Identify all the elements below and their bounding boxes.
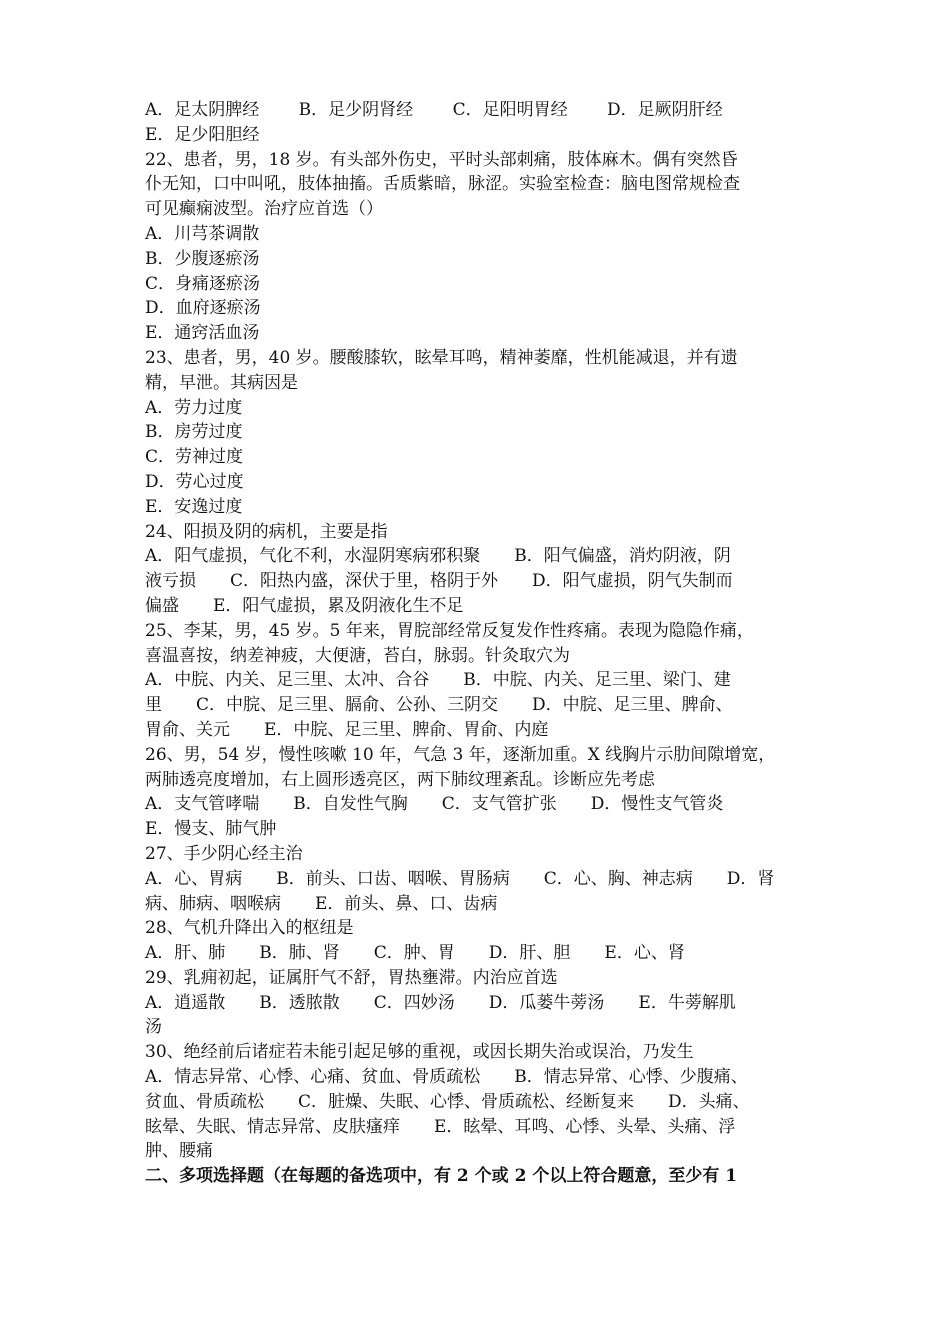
option-line: 病、肺病、咽喉病 E．前头、鼻、口、齿病 <box>145 893 498 914</box>
section-heading: 二、多项选择题（在每题的备选项中，有 2 个或 2 个以上符合题意，至少有 1 <box>145 1166 738 1187</box>
option-line: D．血府逐瘀汤 <box>145 298 261 319</box>
text-line: 喜温喜按，纳差神疲，大便溏，苔白，脉弱。针灸取穴为 <box>145 645 570 666</box>
document-body <box>145 98 810 1189</box>
question-29: 29、乳痈初起，证属肝气不舒，胃热壅滞。内治应首选 <box>145 967 558 988</box>
question-27: 27、手少阴心经主治 <box>145 843 303 864</box>
option-line: A．川芎茶调散 <box>145 223 260 244</box>
option-line: 偏盛 E．阳气虚损，累及阴液化生不足 <box>145 595 464 616</box>
option-line: A．支气管哮喘 B．自发性气胸 C．支气管扩张 D．慢性支气管炎 <box>145 794 724 815</box>
question-28: 28、气机升降出入的枢纽是 <box>145 918 354 939</box>
question-24: 24、阳损及阴的病机，主要是指 <box>145 521 388 542</box>
option-line: 里 C．中脘、足三里、膈俞、公孙、三阴交 D．中脘、足三里、脾俞、 <box>145 695 733 716</box>
option-line: E．通窍活血汤 <box>145 323 260 344</box>
option-line: A．肝、肺 B．肺、肾 C．肿、胃 D．肝、胆 E．心、肾 <box>145 943 685 964</box>
option-line: A．心、胃病 B．前头、口齿、咽喉、胃肠病 C．心、胸、神志病 D．肾 <box>145 868 775 889</box>
option-line: 汤 <box>145 1017 162 1038</box>
option-line: E．安逸过度 <box>145 496 243 517</box>
option-line: 液亏损 C．阳热内盛，深伏于里，格阴于外 D．阳气虚损，阴气失制而 <box>145 571 733 592</box>
question-23: 23、患者，男，40 岁。腰酸膝软，眩晕耳鸣，精神萎靡，性机能减退，并有遗 <box>145 347 738 368</box>
option-line: B．房劳过度 <box>145 422 243 443</box>
question-26: 26、男，54 岁，慢性咳嗽 10 年，气急 3 年，逐渐加重。X 线胸片示肋间隙增宽， <box>145 744 776 765</box>
text-line: 可见癫痫波型。治疗应首选（） <box>145 199 383 220</box>
option-line: 肿、腰痛 <box>145 1141 213 1162</box>
option-line: A．中脘、内关、足三里、太冲、合谷 B．中脘、内关、足三里、梁门、建 <box>145 670 731 691</box>
option-line: D．劳心过度 <box>145 471 244 492</box>
question-22: 22、患者，男，18 岁。有头部外伤史，平时头部刺痛，肢体麻木。偶有突然昏 <box>145 149 738 170</box>
text-line: E．足少阳胆经 <box>145 124 260 145</box>
question-25: 25、李某，男，45 岁。5 年来，胃脘部经常反复发作性疼痛。表现为隐隐作痛， <box>145 620 754 641</box>
option-line: 胃俞、关元 E．中脘、足三里、脾俞、胃俞、内庭 <box>145 719 549 740</box>
option-line: A．阳气虚损，气化不利，水湿阴寒病邪积聚 B．阳气偏盛，消灼阴液，阴 <box>145 546 731 567</box>
option-line: C．身痛逐瘀汤 <box>145 273 261 294</box>
text-line: 两肺透亮度增加，右上圆形透亮区，两下肺纹理紊乱。诊断应先考虑 <box>145 769 655 790</box>
text-line: 仆无知，口中叫吼，肢体抽搐。舌质紫暗，脉涩。实验室检查：脑电图常规检查 <box>145 174 740 195</box>
text-line: A．足太阴脾经 B．足少阴肾经 C．足阳明胃经 D．足厥阴肝经 <box>145 100 723 120</box>
option-line: 眩晕、失眠、情志异常、皮肤瘙痒 E．眩晕、耳鸣、心悸、头晕、头痛、浮 <box>145 1116 736 1137</box>
question-30: 30、绝经前后诸症若未能引起足够的重视，或因长期失治或误治，乃发生 <box>145 1042 694 1063</box>
text-line: 精，早泄。其病因是 <box>145 372 298 393</box>
option-line: 贫血、骨质疏松 C．脏燥、失眠、心悸、骨质疏松、经断复来 D．头痛、 <box>145 1091 750 1112</box>
option-line: B．少腹逐瘀汤 <box>145 248 260 269</box>
option-line: C．劳神过度 <box>145 447 244 468</box>
option-line: A．情志异常、心悸、心痛、贫血、骨质疏松 B．情志异常、心悸、少腹痛、 <box>145 1067 748 1088</box>
option-line: A．劳力过度 <box>145 397 243 418</box>
option-line: A．逍遥散 B．透脓散 C．四妙汤 D．瓜蒌牛蒡汤 E．牛蒡解肌 <box>145 992 736 1013</box>
option-line: E．慢支、肺气肿 <box>145 819 277 840</box>
